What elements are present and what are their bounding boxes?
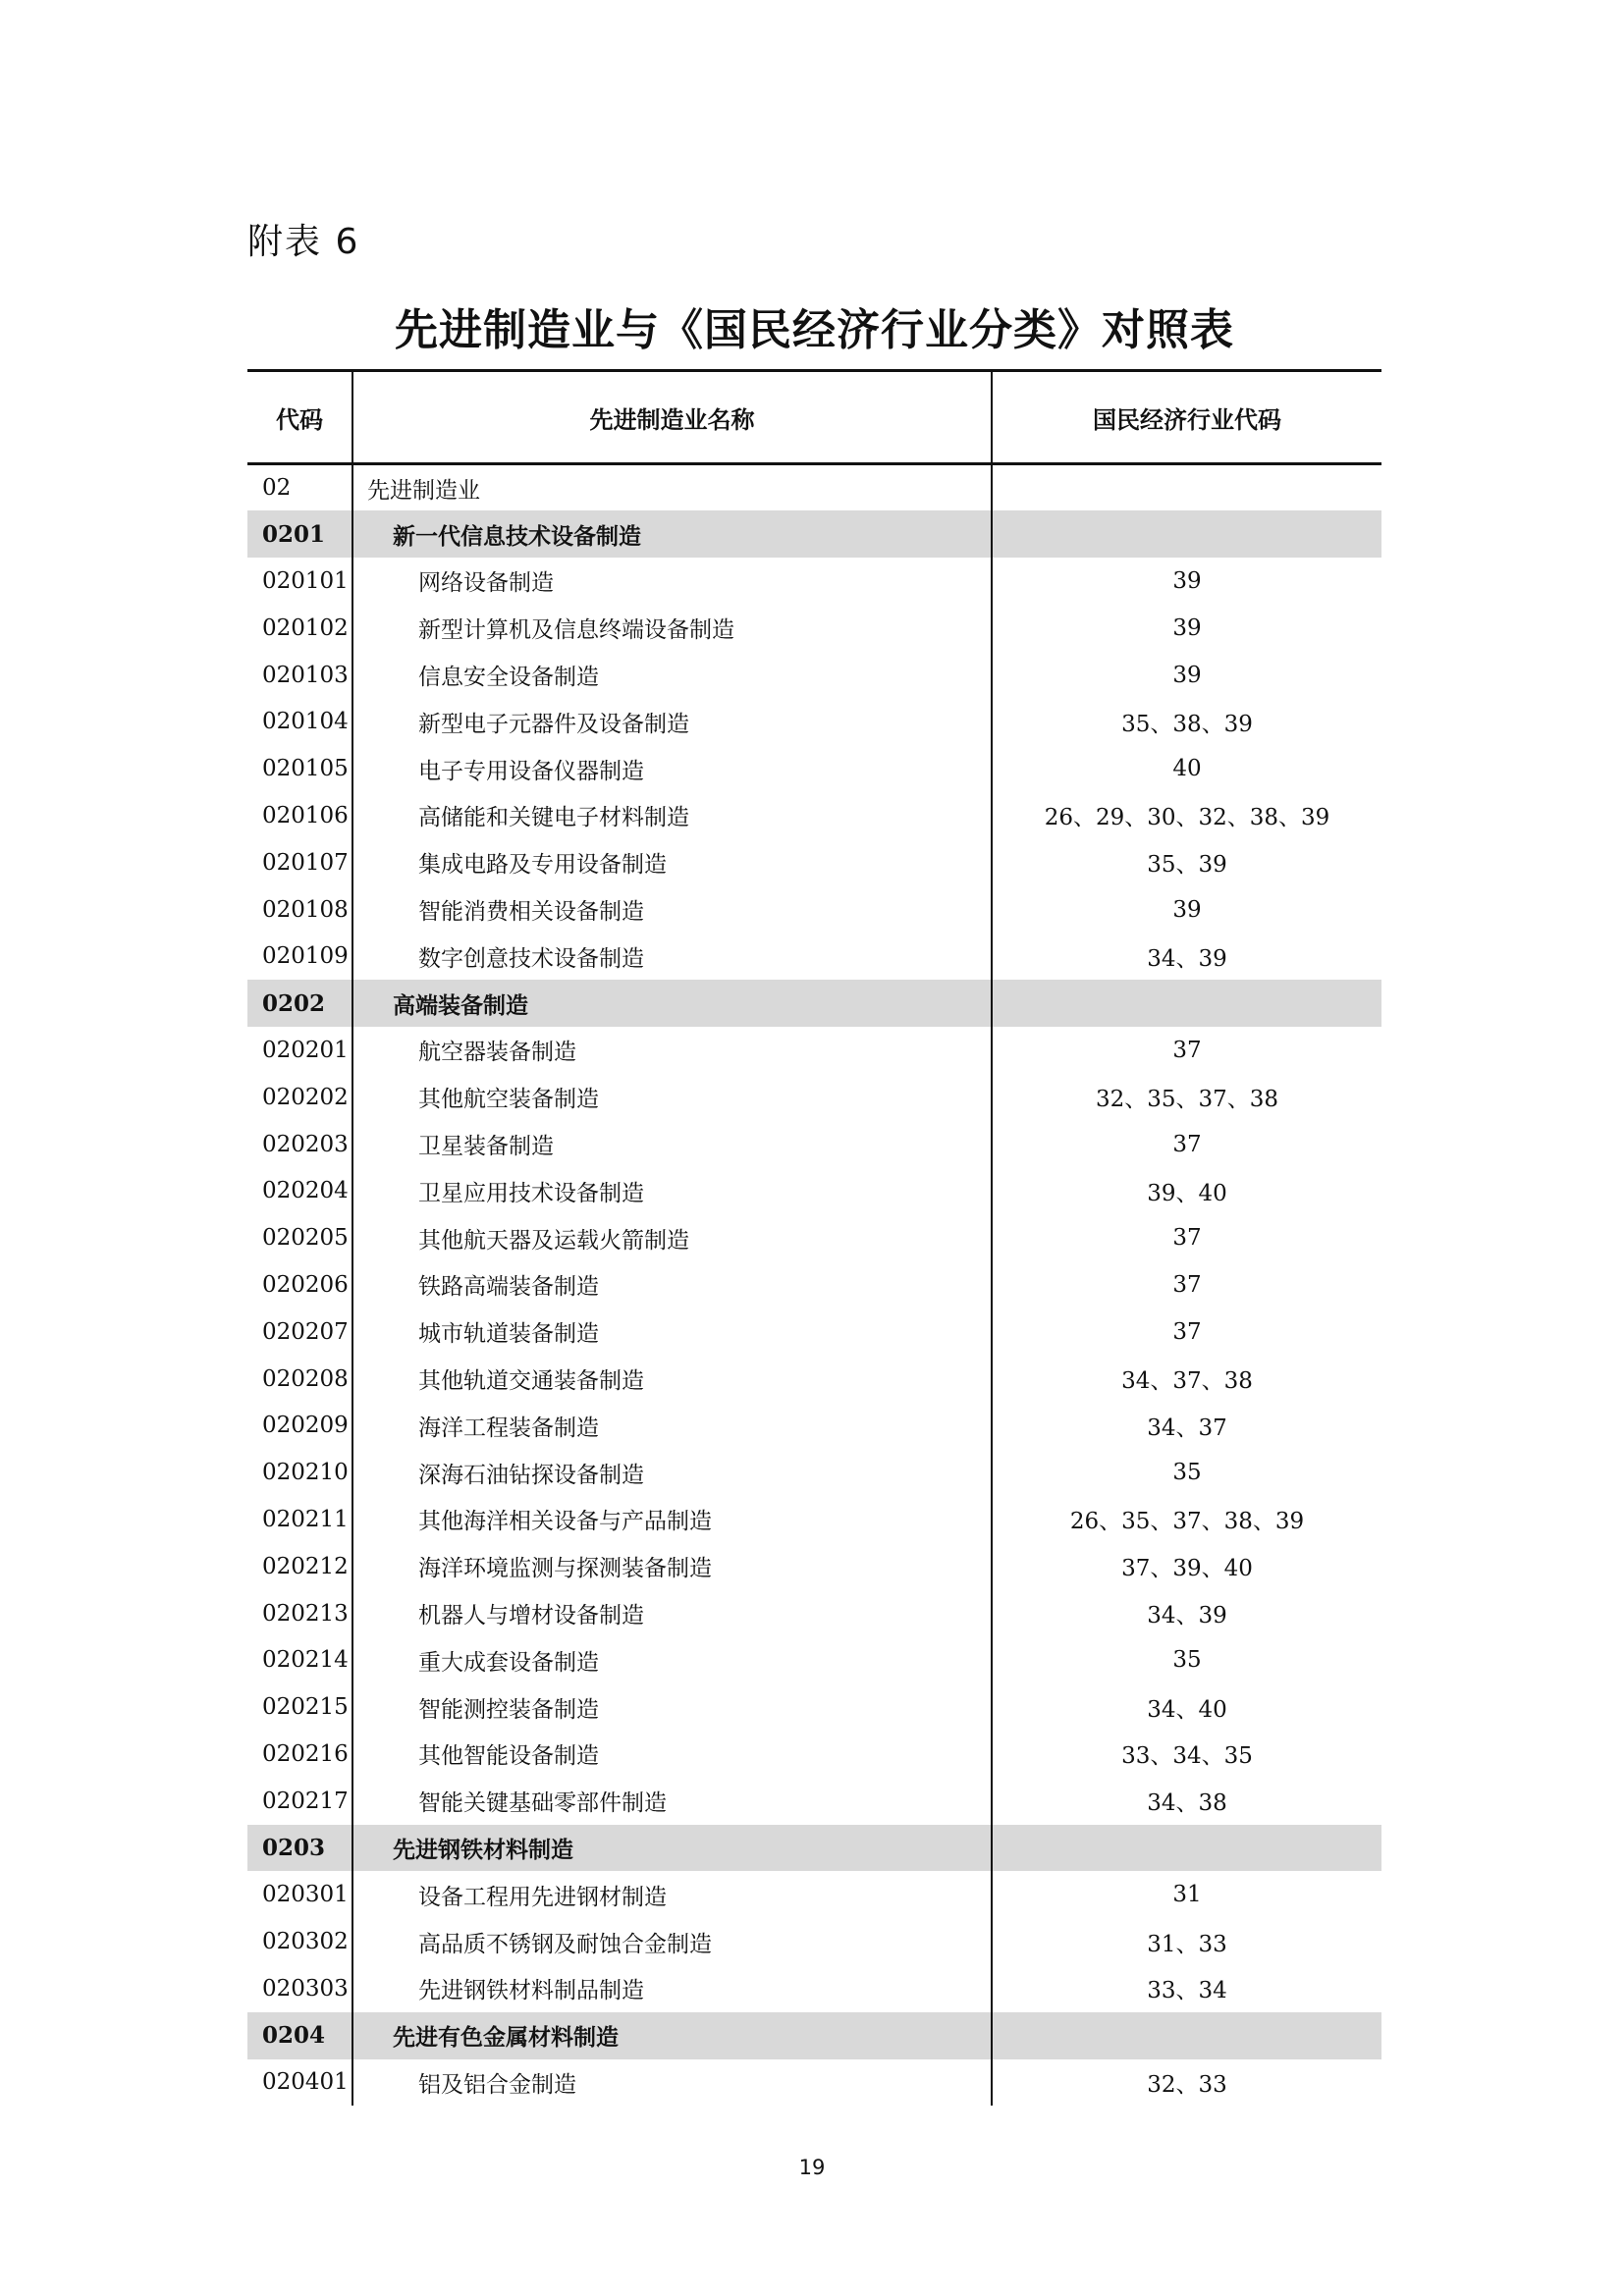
table-row — [247, 1074, 1381, 1121]
row-code: 020211 — [262, 1506, 349, 1532]
row-code: 020206 — [262, 1271, 349, 1298]
table-row — [247, 1683, 1381, 1731]
row-nec-code: 37 — [992, 1121, 1381, 1168]
row-nec-code: 32、33 — [992, 2059, 1381, 2107]
row-nec-code: 39 — [992, 652, 1381, 699]
table-row — [247, 1308, 1381, 1356]
row-name: 其他航空装备制造 — [352, 1074, 992, 1121]
table-row — [247, 1402, 1381, 1449]
row-name: 智能测控装备制造 — [352, 1683, 992, 1731]
row-code: 020204 — [262, 1178, 349, 1204]
row-nec-code: 32、35、37、38 — [992, 1074, 1381, 1121]
row-nec-code: 35 — [992, 1636, 1381, 1683]
appendix-label: 附表 6 — [247, 222, 360, 262]
row-nec-code: 39、40 — [992, 1167, 1381, 1214]
row-code: 020213 — [262, 1600, 349, 1627]
table-row — [247, 605, 1381, 652]
row-name: 其他智能设备制造 — [352, 1731, 992, 1778]
row-name: 智能消费相关设备制造 — [352, 886, 992, 934]
row-name: 先进有色金属材料制造 — [352, 2012, 992, 2059]
row-name: 先进钢铁材料制造 — [352, 1825, 992, 1872]
row-nec-code — [992, 980, 1381, 1027]
row-name: 高品质不锈钢及耐蚀合金制造 — [352, 1918, 992, 1965]
row-code: 020210 — [262, 1460, 349, 1486]
table-row — [247, 1636, 1381, 1683]
row-nec-code: 34、40 — [992, 1683, 1381, 1731]
row-code: 020216 — [262, 1740, 349, 1767]
row-code: 020212 — [262, 1553, 349, 1579]
table-row — [247, 2059, 1381, 2107]
table-row — [247, 698, 1381, 745]
row-name: 机器人与增材设备制造 — [352, 1590, 992, 1637]
row-name: 新型电子元器件及设备制造 — [352, 698, 992, 745]
row-name: 城市轨道装备制造 — [352, 1308, 992, 1356]
row-code: 020109 — [262, 943, 349, 970]
table-row — [247, 792, 1381, 839]
row-name: 数字创意技术设备制造 — [352, 933, 992, 980]
table-row — [247, 886, 1381, 934]
row-code: 020106 — [262, 802, 349, 828]
table-row — [247, 1871, 1381, 1918]
row-name: 其他海洋相关设备与产品制造 — [352, 1496, 992, 1543]
row-code: 020217 — [262, 1788, 349, 1814]
row-name: 铝及铝合金制造 — [352, 2059, 992, 2107]
table-row — [247, 652, 1381, 699]
row-nec-code: 35、38、39 — [992, 698, 1381, 745]
row-name: 海洋工程装备制造 — [352, 1402, 992, 1449]
row-code: 020104 — [262, 709, 349, 735]
row-name: 高端装备制造 — [352, 980, 992, 1027]
row-code: 020303 — [262, 1975, 349, 2002]
row-name: 智能关键基础零部件制造 — [352, 1778, 992, 1825]
row-nec-code: 37 — [992, 1261, 1381, 1308]
row-code: 020101 — [262, 567, 349, 594]
row-nec-code — [992, 510, 1381, 558]
row-nec-code — [992, 1825, 1381, 1872]
row-nec-code: 37、39、40 — [992, 1543, 1381, 1590]
row-code: 02 — [262, 475, 292, 502]
header-nec-code: 国民经济行业代码 — [992, 371, 1381, 464]
row-name: 设备工程用先进钢材制造 — [352, 1871, 992, 1918]
row-code: 0203 — [262, 1835, 326, 1861]
row-code: 020301 — [262, 1882, 349, 1908]
row-code: 0202 — [262, 989, 326, 1017]
row-nec-code: 33、34 — [992, 1965, 1381, 2012]
row-nec-code: 39 — [992, 558, 1381, 605]
row-code: 020214 — [262, 1647, 349, 1674]
comparison-table-container — [247, 369, 1381, 2106]
row-name: 深海石油钻探设备制造 — [352, 1449, 992, 1496]
row-nec-code: 40 — [992, 745, 1381, 792]
row-nec-code: 39 — [992, 886, 1381, 934]
row-code: 020215 — [262, 1694, 349, 1721]
row-code: 020203 — [262, 1131, 349, 1157]
row-nec-code: 26、29、30、32、38、39 — [992, 792, 1381, 839]
row-nec-code: 37 — [992, 1027, 1381, 1074]
row-name: 卫星应用技术设备制造 — [352, 1167, 992, 1214]
row-code: 020102 — [262, 614, 349, 641]
row-name: 集成电路及专用设备制造 — [352, 839, 992, 886]
row-code: 020202 — [262, 1084, 349, 1110]
section-row — [247, 1825, 1381, 1872]
row-nec-code: 34、38 — [992, 1778, 1381, 1825]
row-name: 电子专用设备仪器制造 — [352, 745, 992, 792]
comparison-table — [247, 369, 1381, 2106]
section-row — [247, 510, 1381, 558]
row-code: 020205 — [262, 1225, 349, 1252]
row-name: 其他航天器及运载火箭制造 — [352, 1214, 992, 1261]
table-row — [247, 1356, 1381, 1403]
row-nec-code: 34、37 — [992, 1402, 1381, 1449]
table-row — [247, 1918, 1381, 1965]
table-row — [247, 1027, 1381, 1074]
table-header — [247, 371, 1381, 464]
table-row — [247, 1261, 1381, 1308]
table-row — [247, 1543, 1381, 1590]
row-nec-code: 31 — [992, 1871, 1381, 1918]
table-row — [247, 1778, 1381, 1825]
row-nec-code: 34、39 — [992, 1590, 1381, 1637]
document-title: 先进制造业与《国民经济行业分类》对照表 — [395, 305, 1234, 355]
table-row — [247, 1496, 1381, 1543]
row-nec-code: 33、34、35 — [992, 1731, 1381, 1778]
header-code: 代码 — [247, 371, 352, 464]
row-nec-code: 37 — [992, 1308, 1381, 1356]
row-code: 020207 — [262, 1318, 349, 1345]
table-body — [247, 464, 1381, 2107]
row-name: 重大成套设备制造 — [352, 1636, 992, 1683]
table-row — [247, 1590, 1381, 1637]
table-row — [247, 1214, 1381, 1261]
row-name: 海洋环境监测与探测装备制造 — [352, 1543, 992, 1590]
table-row — [247, 1121, 1381, 1168]
row-nec-code: 37 — [992, 1214, 1381, 1261]
row-nec-code: 34、39 — [992, 933, 1381, 980]
header-row — [247, 371, 1381, 464]
row-name: 先进钢铁材料制品制造 — [352, 1965, 992, 2012]
row-code: 020201 — [262, 1037, 349, 1063]
row-code: 020105 — [262, 756, 349, 782]
row-code: 020108 — [262, 896, 349, 923]
row-name: 高储能和关键电子材料制造 — [352, 792, 992, 839]
row-code: 020302 — [262, 1929, 349, 1955]
row-code: 020208 — [262, 1365, 349, 1392]
row-name: 卫星装备制造 — [352, 1121, 992, 1168]
row-nec-code: 35、39 — [992, 839, 1381, 886]
page-number: 19 — [798, 2156, 826, 2179]
row-code: 020103 — [262, 662, 349, 688]
row-code: 020209 — [262, 1413, 349, 1439]
table-row — [247, 1449, 1381, 1496]
row-code: 0201 — [262, 520, 326, 548]
row-code: 020401 — [262, 2069, 349, 2096]
row-nec-code: 26、35、37、38、39 — [992, 1496, 1381, 1543]
table-row — [247, 745, 1381, 792]
row-name: 新一代信息技术设备制造 — [352, 510, 992, 558]
row-name: 新型计算机及信息终端设备制造 — [352, 605, 992, 652]
row-name: 其他轨道交通装备制造 — [352, 1356, 992, 1403]
root-row — [247, 464, 1381, 511]
row-name: 网络设备制造 — [352, 558, 992, 605]
row-name: 铁路高端装备制造 — [352, 1261, 992, 1308]
row-name: 信息安全设备制造 — [352, 652, 992, 699]
row-nec-code — [992, 2012, 1381, 2059]
section-row — [247, 2012, 1381, 2059]
row-nec-code: 35 — [992, 1449, 1381, 1496]
header-name: 先进制造业名称 — [352, 371, 992, 464]
table-row — [247, 1167, 1381, 1214]
table-row — [247, 1965, 1381, 2012]
row-nec-code — [992, 464, 1381, 511]
table-row — [247, 1731, 1381, 1778]
row-name: 先进制造业 — [352, 464, 992, 511]
section-row — [247, 980, 1381, 1027]
row-code: 020107 — [262, 849, 349, 876]
table-row — [247, 933, 1381, 980]
table-row — [247, 558, 1381, 605]
row-code: 0204 — [262, 2022, 326, 2050]
row-nec-code: 39 — [992, 605, 1381, 652]
row-nec-code: 31、33 — [992, 1918, 1381, 1965]
row-name: 航空器装备制造 — [352, 1027, 992, 1074]
row-nec-code: 34、37、38 — [992, 1356, 1381, 1403]
table-row — [247, 839, 1381, 886]
